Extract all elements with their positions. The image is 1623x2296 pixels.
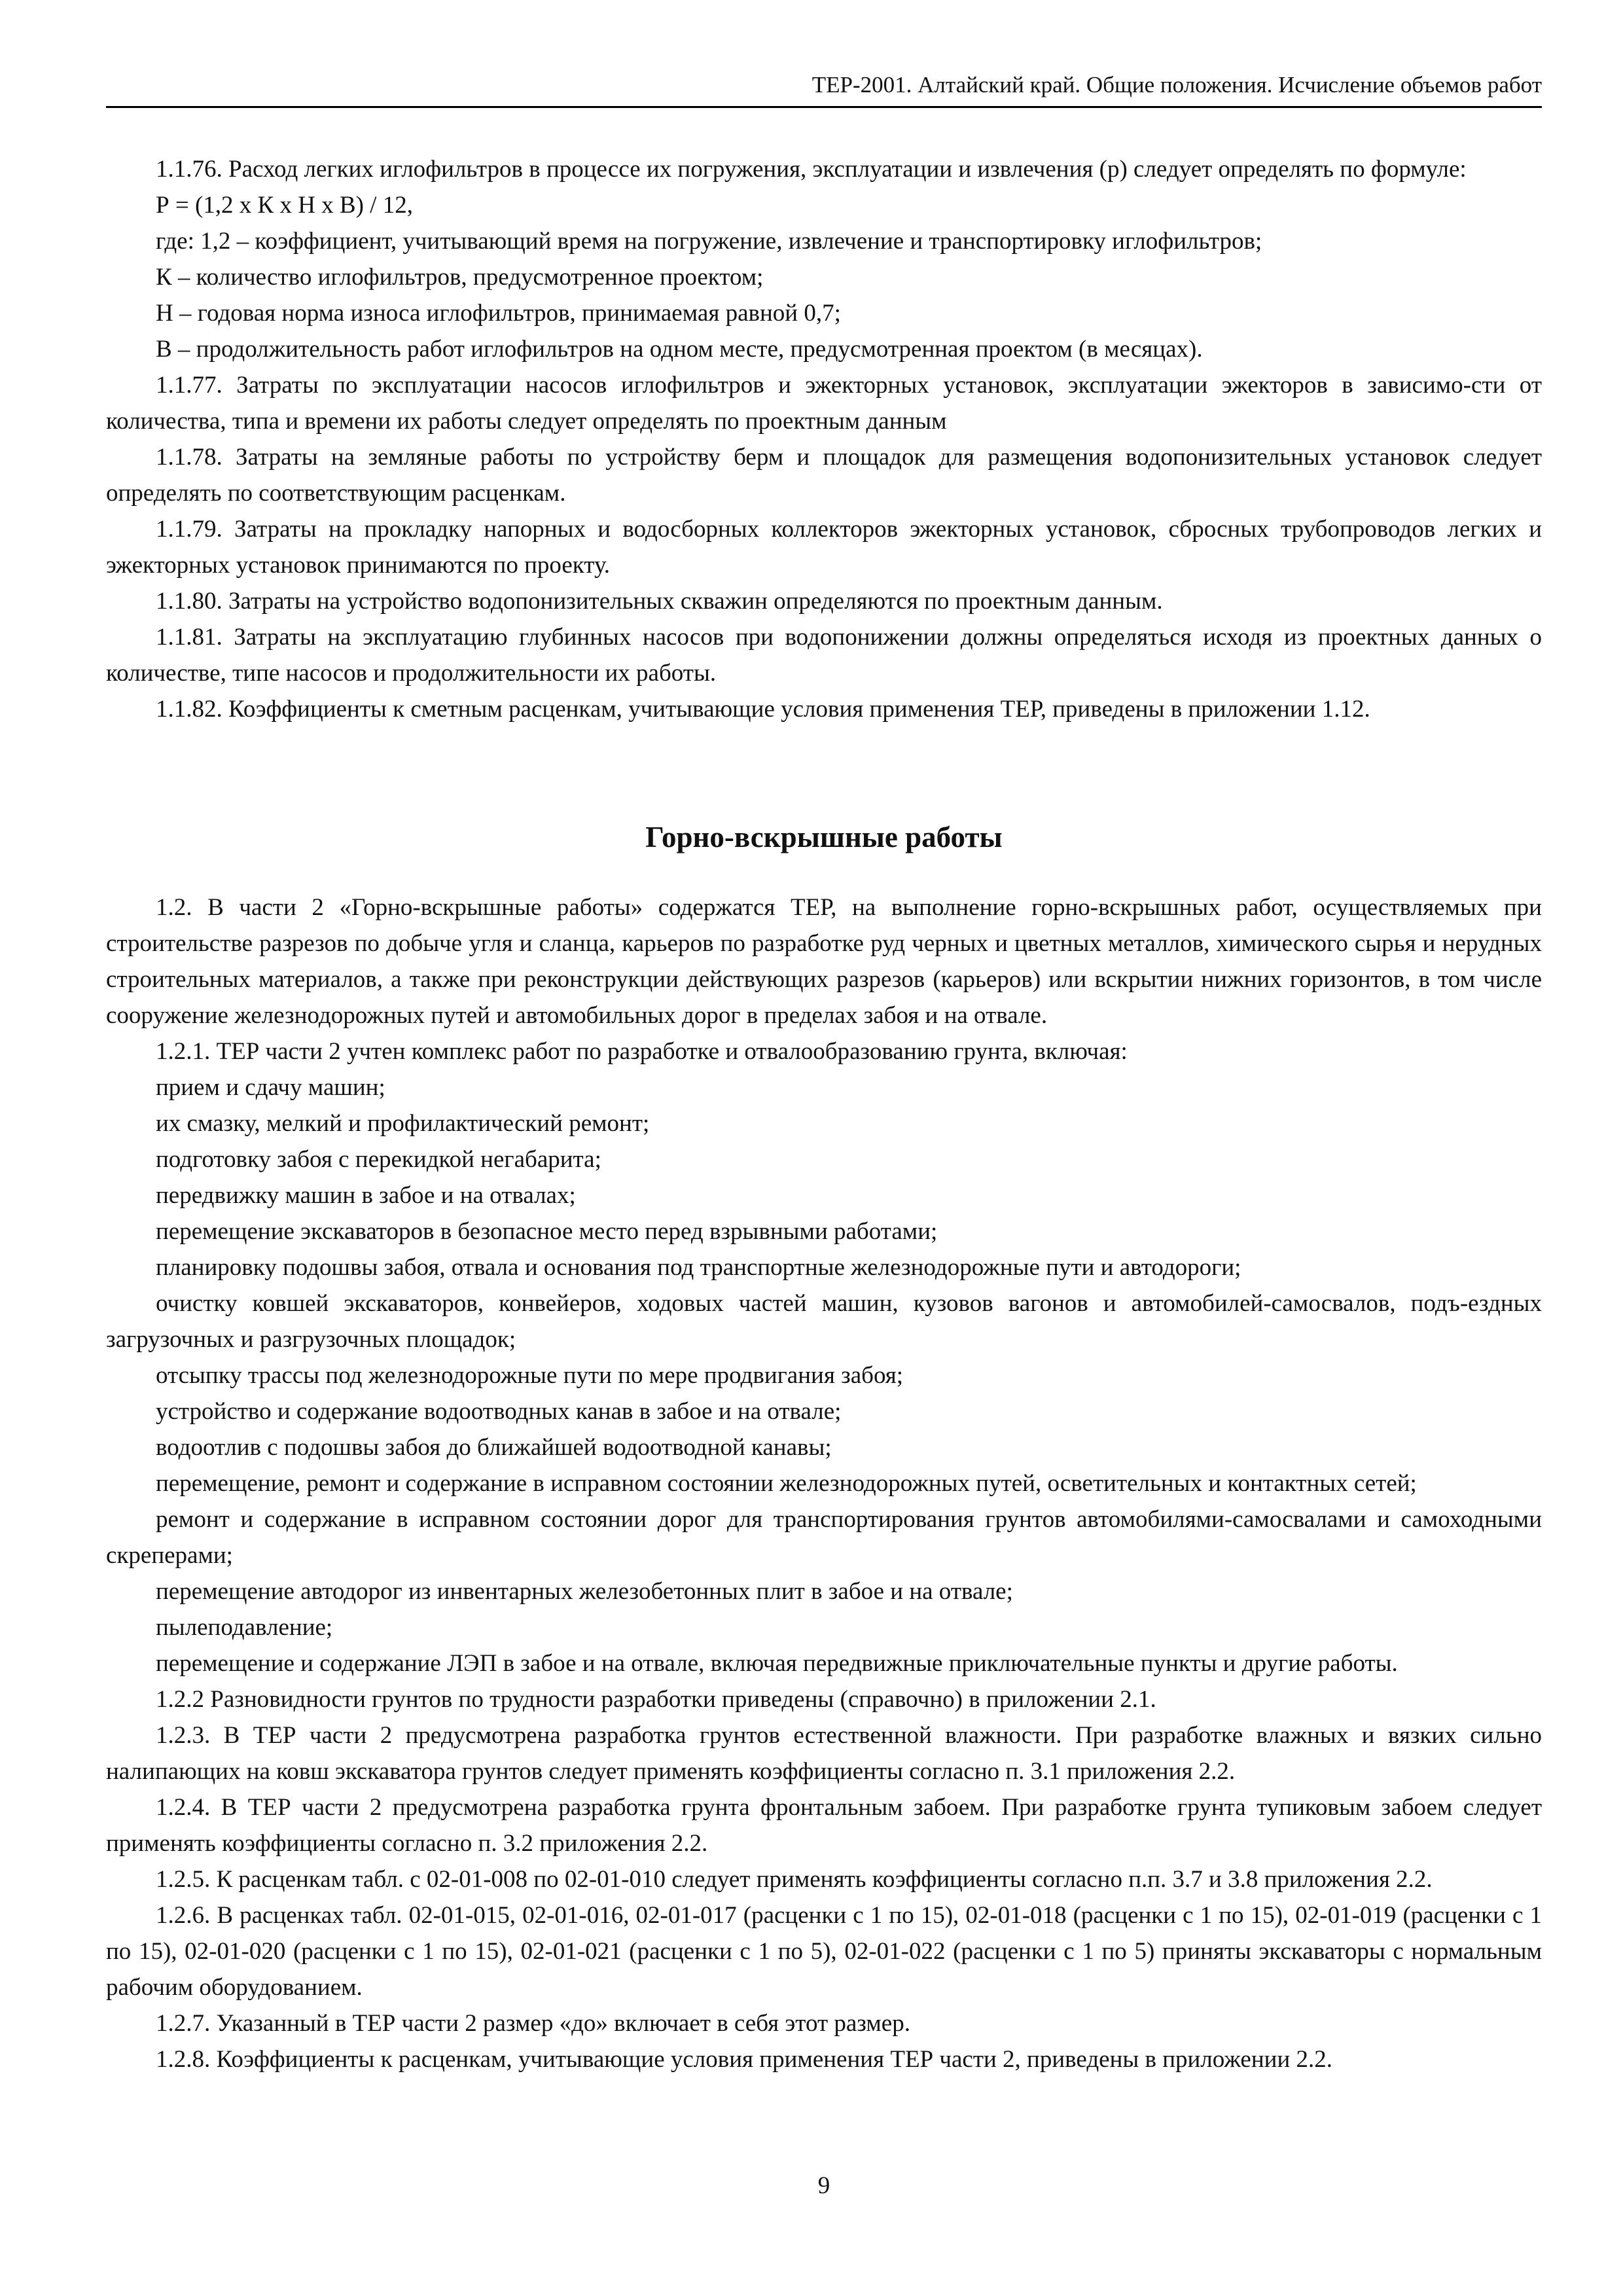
formula-legend-b: В – продолжительность работ иглофильтров на одном месте, предусмотренная проектом (в месяцах). <box>156 336 1203 363</box>
page-number: 9 <box>817 2172 830 2199</box>
paragraph-1-2-3: 1.2.3. В ТЕР части 2 предусмотрена разработка грунтов естественной влажности. При разработке влажных и вязких сильно налипающих на ковш экскаватора грунтов следует применять коэффициенты согласно п. 3.1 приложения 2.2. <box>106 1722 1542 1785</box>
paragraph-1-1-78: 1.1.78. Затраты на земляные работы по устройству берм и площадок для размещения водопонизительных установок следует определять по соответствующим расценкам. <box>106 444 1542 507</box>
list-item: передвижку машин в забое и на отвалах; <box>156 1182 576 1209</box>
paragraph-1-1-82: 1.1.82. Коэффициенты к сметным расценкам, учитывающие условия применения ТЕР, приведены в приложении 1.12. <box>156 696 1370 723</box>
paragraph-1-1-76: 1.1.76. Расход легких иглофильтров в процессе их погружения, эксплуатации и извлечения (р) следует определять по формуле: <box>156 156 1467 183</box>
paragraph-1-2-8: 1.2.8. Коэффициенты к расценкам, учитывающие условия применения ТЕР части 2, приведены в приложении 2.2. <box>156 2046 1333 2073</box>
header-rule <box>106 106 1542 108</box>
list-item: отсыпку трассы под железнодорожные пути по мере продвигания забоя; <box>156 1362 904 1389</box>
list-item: подготовку забоя с перекидкой негабарита; <box>156 1146 601 1173</box>
paragraph-1-2-7: 1.2.7. Указанный в ТЕР части 2 размер «до» включает в себя этот размер. <box>156 2010 910 2037</box>
list-item: перемещение и содержание ЛЭП в забое и на отвале, включая передвижные приключательные пункты и другие работы. <box>156 1650 1398 1677</box>
list-item: устройство и содержание водоотводных канав в забое и на отвале; <box>156 1398 842 1425</box>
list-item: перемещение, ремонт и содержание в исправном состоянии железнодорожных путей, осветительных и контактных сетей; <box>156 1470 1417 1497</box>
paragraph-1-1-77: 1.1.77. Затраты по эксплуатации насосов иглофильтров и эжекторных установок, эксплуатации эжекторов в зависимо-сти от количества, типа и времени их работы следует определять по проектным данным <box>106 372 1542 435</box>
paragraph-1-1-79: 1.1.79. Затраты на прокладку напорных и водосборных коллекторов эжекторных установок, сбросных трубопроводов легких и эжекторных установок принимаются по проекту. <box>106 516 1542 579</box>
list-item: пылеподавление; <box>156 1614 333 1641</box>
section-heading: Горно-вскрышные работы <box>645 821 1003 853</box>
paragraph-1-2-5: 1.2.5. К расценкам табл. с 02-01-008 по 02-01-010 следует применять коэффициенты согласно п.п. 3.7 и 3.8 приложения 2.2. <box>156 1866 1433 1893</box>
paragraph-1-2-4: 1.2.4. В ТЕР части 2 предусмотрена разработка грунта фронтальным забоем. При разработке грунта тупиковым забоем следует применять коэффициенты согласно п. 3.2 приложения 2.2. <box>106 1794 1542 1857</box>
list-item: ремонт и содержание в исправном состоянии дорог для транспортирования грунтов автомобилями-самосвалами и самоходными скреперами; <box>106 1506 1542 1569</box>
paragraph-1-2-1: 1.2.1. ТЕР части 2 учтен комплекс работ по разработке и отвалообразованию грунта, включая: <box>156 1038 1128 1065</box>
list-item: планировку подошвы забоя, отвала и основания под транспортные железнодорожные пути и автодороги; <box>156 1254 1241 1281</box>
paragraph-1-1-80: 1.1.80. Затраты на устройство водопонизительных скважин определяются по проектным данным. <box>156 588 1163 615</box>
list-item: прием и сдачу машин; <box>156 1074 385 1101</box>
paragraph-1-2: 1.2. В части 2 «Горно-вскрышные работы» содержатся ТЕР, на выполнение горно-вскрышных работ, осуществляемых при строительстве разрезов по добыче угля и сланца, карьеров по разработке руд черных и цветных металлов, химического сырья и нерудных строительных материалов, а также при реконструкции действующих разрезов (карьеров) или вскрытии нижних горизонтов, в том числе сооружение железнодорожных путей и автомобильных дорог в пределах забоя и на отвале. <box>106 894 1542 1029</box>
list-item: водоотлив с подошвы забоя до ближайшей водоотводной канавы; <box>156 1434 832 1461</box>
paragraph-1-2-6: 1.2.6. В расценках табл. 02-01-015, 02-01-016, 02-01-017 (расценки с 1 по 15), 02-01-018 (расценки с 1 по 15), 02-01-019 (расценки с 1 по 15), 02-01-020 (расценки с 1 по 15), 02-01-021 (расценки с 1 по 5), 02-01-022 (расценки с 1 по 5) приняты экскаваторы с нормальным рабочим оборудованием. <box>106 1902 1542 2001</box>
paragraph-1-1-81: 1.1.81. Затраты на эксплуатацию глубинных насосов при водопонижении должны определяться исходя из проектных данных о количестве, типе насосов и продолжительности их работы. <box>106 624 1542 687</box>
list-item: перемещение экскаваторов в безопасное место перед взрывными работами; <box>156 1218 938 1245</box>
list-item: перемещение автодорог из инвентарных железобетонных плит в забое и на отвале; <box>156 1578 1013 1605</box>
running-header: ТЕР-2001. Алтайский край. Общие положения. Исчисление объемов работ <box>812 72 1542 98</box>
page-body <box>106 151 1542 2077</box>
paragraph-1-2-2: 1.2.2 Разновидности грунтов по трудности разработки приведены (справочно) в приложении 2.1. <box>156 1686 1156 1713</box>
list-item: очистку ковшей экскаваторов, конвейеров, ходовых частей машин, кузовов вагонов и автомобилей-самосвалов, подъ-ездных загрузочных и разгрузочных площадок; <box>106 1290 1542 1353</box>
formula-legend-coefficient: где: 1,2 – коэффициент, учитывающий время на погружение, извлечение и транспортировку иглофильтров; <box>156 228 1262 255</box>
list-item: их смазку, мелкий и профилактический ремонт; <box>156 1110 650 1137</box>
formula-legend-h: Н – годовая норма износа иглофильтров, принимаемая равной 0,7; <box>156 300 841 327</box>
formula: Р = (1,2 х К х Н х В) / 12, <box>156 192 413 219</box>
formula-legend-k: К – количество иглофильтров, предусмотренное проектом; <box>156 264 764 291</box>
